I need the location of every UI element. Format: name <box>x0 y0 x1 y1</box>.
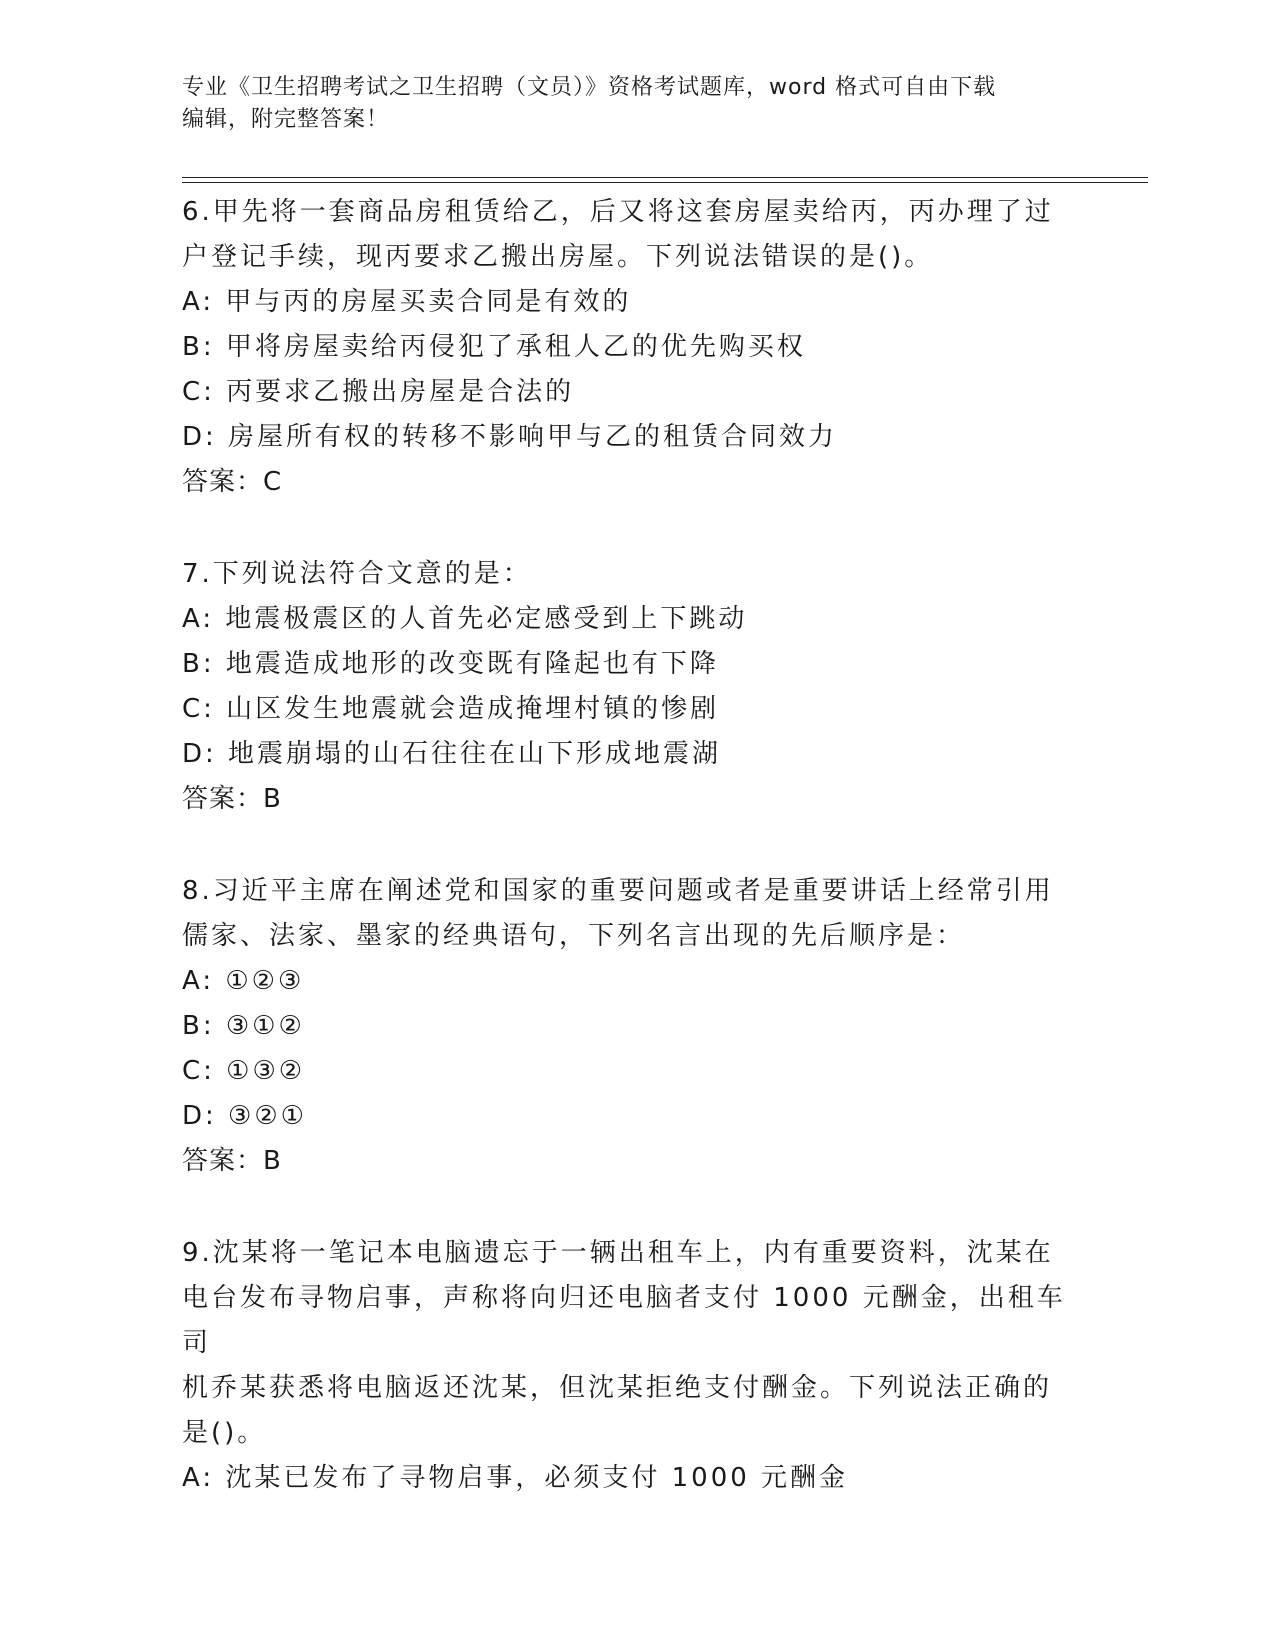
option-d: D: ③②① <box>182 1101 307 1131</box>
document-header <box>182 72 1042 136</box>
option-a: A: 甲与丙的房屋买卖合同是有效的 <box>182 287 632 317</box>
question-stem-line: 6.甲先将一套商品房租赁给乙，后又将这套房屋卖给丙，丙办理了过 <box>182 197 1054 227</box>
answer-line: 答案：C <box>182 467 283 497</box>
option-c: C: 山区发生地震就会造成掩埋村镇的惨剧 <box>182 694 720 724</box>
question-stem-line: 电台发布寻物启事，声称将向归还电脑者支付 1000 元酬金，出租车司 <box>182 1283 1066 1358</box>
answer-line: 答案：B <box>182 784 282 814</box>
question-7 <box>182 552 1082 822</box>
option-d: D: 房屋所有权的转移不影响甲与乙的租赁合同效力 <box>182 422 838 452</box>
option-b: B: 甲将房屋卖给丙侵犯了承租人乙的优先购买权 <box>182 332 806 362</box>
option-c: C: 丙要求乙搬出房屋是合法的 <box>182 377 575 407</box>
question-stem-line: 7.下列说法符合文意的是： <box>182 559 532 589</box>
option-a: A: 地震极震区的人首先必定感受到上下跳动 <box>182 604 748 634</box>
option-a: A: 沈某已发布了寻物启事，必须支付 1000 元酬金 <box>182 1463 849 1493</box>
question-stem-line: 8.习近平主席在阐述党和国家的重要问题或者是重要讲话上经常引用 <box>182 876 1054 906</box>
header-divider-top <box>182 177 1148 178</box>
question-stem-line: 9.沈某将一笔记本电脑遗忘于一辆出租车上，内有重要资料，沈某在 <box>182 1238 1054 1268</box>
question-stem-line: 儒家、法家、墨家的经典语句，下列名言出现的先后顺序是： <box>182 921 966 951</box>
option-c: C: ①③② <box>182 1056 306 1086</box>
question-stem-line: 是()。 <box>182 1418 267 1448</box>
question-stem-line: 户登记手续，现丙要求乙搬出房屋。下列说法错误的是()。 <box>182 242 934 272</box>
header-line-1: 专业《卫生招聘考试之卫生招聘（文员）》资格考试题库，word 格式可自由下载 <box>182 75 997 100</box>
answer-line: 答案：B <box>182 1146 282 1176</box>
question-9 <box>182 1231 1082 1501</box>
question-stem-line: 机乔某获悉将电脑返还沈某，但沈某拒绝支付酬金。下列说法正确的 <box>182 1373 1053 1403</box>
option-b: B: ③①② <box>182 1011 305 1041</box>
option-d: D: 地震崩塌的山石往往在山下形成地震湖 <box>182 739 722 769</box>
option-b: B: 地震造成地形的改变既有隆起也有下降 <box>182 649 719 679</box>
question-6 <box>182 190 1082 505</box>
question-list <box>182 190 1082 1548</box>
option-a: A: ①②③ <box>182 966 305 996</box>
header-line-2: 编辑，附完整答案！ <box>182 107 390 132</box>
question-8 <box>182 869 1082 1184</box>
header-divider-bottom <box>182 182 1148 183</box>
